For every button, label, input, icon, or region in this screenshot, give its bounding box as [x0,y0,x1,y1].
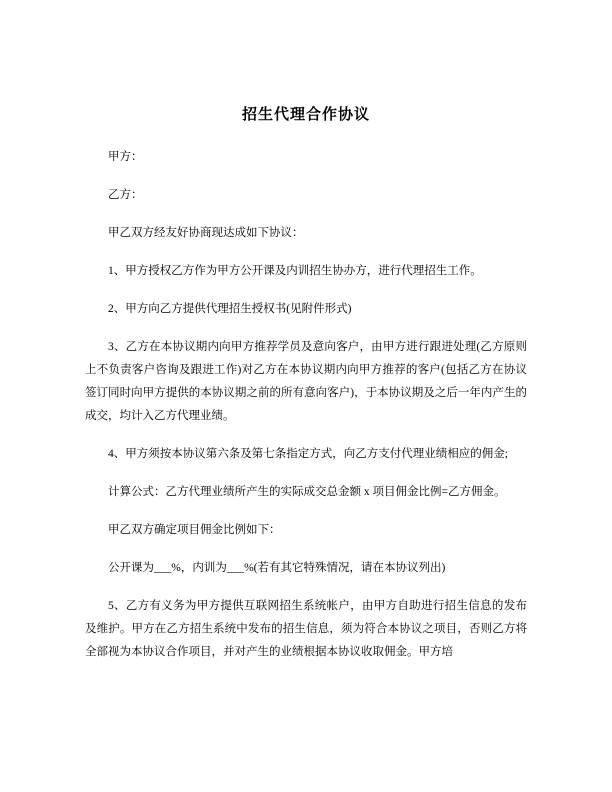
document-title: 招生代理合作协议 [241,107,370,123]
paragraph-preamble: 甲乙双方经友好协商现达成如下协议： [108,227,304,239]
paragraph-commission-formula: 计算公式：乙方代理业绩所产生的实际成交总金额 x 项目佣金比例=乙方佣金。 [108,486,506,498]
paragraph-commission-intro: 甲乙双方确定项目佣金比例如下： [108,524,281,536]
paragraph-clause-4: 4、甲方须按本协议第六条及第七条指定方式，向乙方支付代理业绩相应的佣金; [108,448,508,460]
paragraph-clause-5: 5、乙方有义务为甲方提供互联网招生系统帐户，由甲方自助进行招生信息的发布及维护。甲方在乙方招生系统中发布的招生信息，须为符合本协议之项目，否则乙方将全部视为本协议合作项目，并对产生的业绩根据本协议收取佣金。甲方培 [85,600,527,658]
paragraph-clause-2: 2、甲方向乙方提供代理招生授权书(见附件形式) [108,303,352,315]
paragraph-clause-1: 1、甲方授权乙方作为甲方公开课及内训招生协办方，进行代理招生工作。 [108,265,482,277]
paragraph-clause-3: 3、乙方在本协议期内向甲方推荐学员及意向客户，由甲方进行跟进处理(乙方原则上不负责客户咨询及跟进工作)对乙方在本协议期内向甲方推荐的客户(包括乙方在协议签订同时向甲方提供的本协议期之前的所有意向客户)，于本协议期及之后一年内产生的成交，均计入乙方代理业绩。 [85,341,527,422]
paragraph-party-a: 甲方： [108,151,143,163]
paragraph-party-b: 乙方： [108,189,143,201]
paragraph-commission-rates: 公开课为___%，内训为___%(若有其它特殊情况，请在本协议列出) [108,562,446,574]
